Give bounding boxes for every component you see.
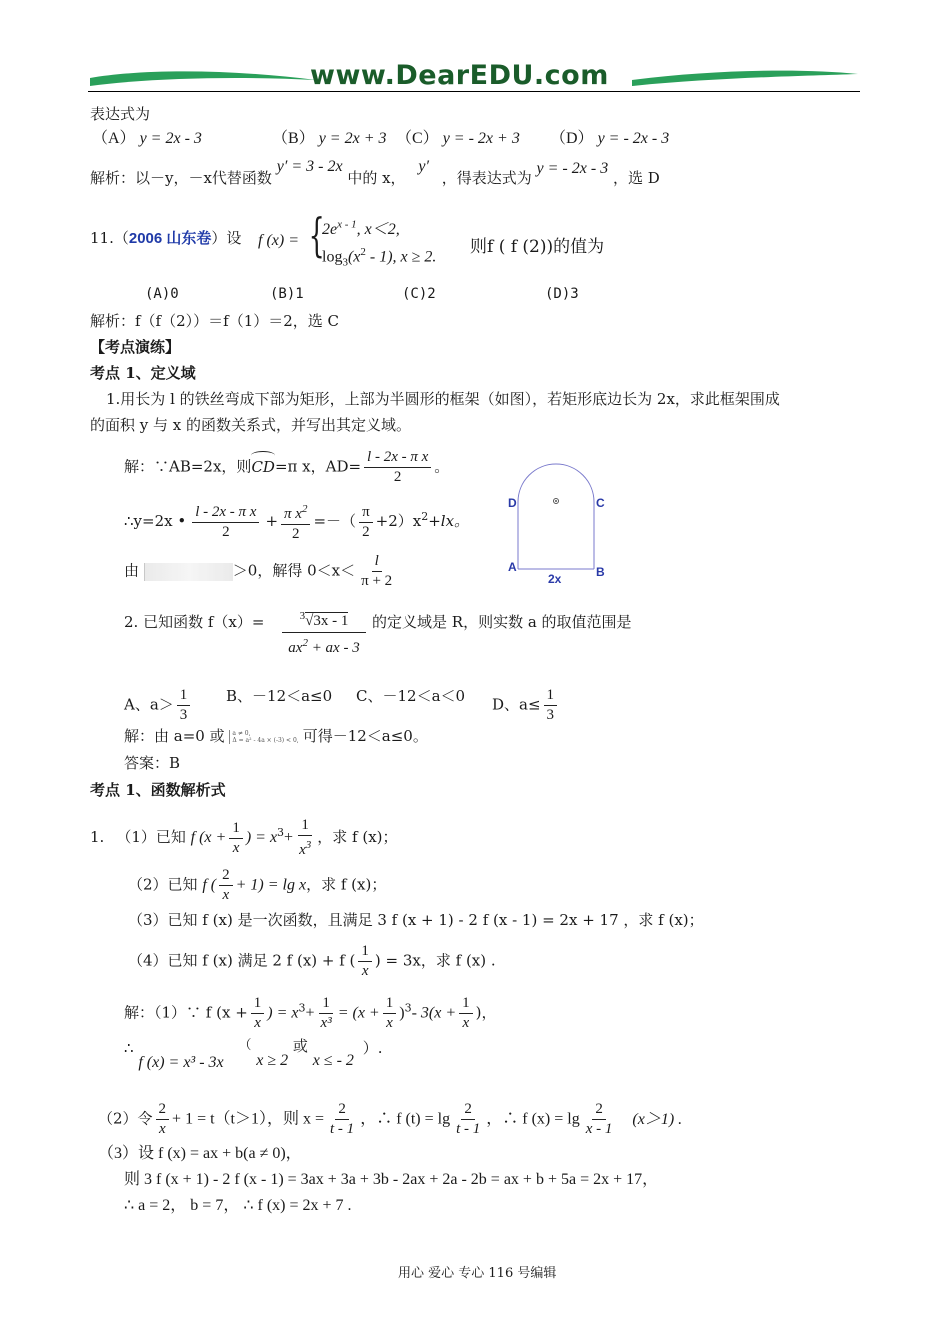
label-c: C	[596, 496, 605, 510]
q10-option-a	[92, 129, 202, 149]
fx-s1	[124, 994, 496, 1033]
sol-text: 解：（1）∵ f (x +	[124, 1003, 248, 1022]
p2-option-d	[492, 686, 560, 725]
banner-swoosh-right	[630, 64, 860, 94]
q11-case1	[322, 216, 400, 239]
p1-text-line1: 1.用长为 l 的铁丝弯成下部为矩形，上部为半圆形的框架（如图），若矩形底边长为 2x，求此框架围成	[106, 390, 780, 408]
q11-brace: {	[308, 208, 325, 262]
sol-text: +lx。	[428, 512, 470, 530]
option-expr: y = 2x - 3	[139, 130, 202, 147]
fraction	[544, 686, 558, 725]
header-rule	[88, 91, 860, 92]
num-text: π x	[284, 506, 302, 522]
denominator: 2	[222, 523, 230, 540]
denominator: 2	[393, 469, 402, 485]
fraction	[192, 503, 259, 542]
denominator: x	[158, 1121, 166, 1137]
question-text: ）设	[211, 229, 242, 247]
expr: + 1) = lg x	[235, 876, 307, 894]
question-number: 11.（	[90, 229, 129, 247]
question-text: ，求 f (x)；	[306, 875, 387, 894]
expr-sup: 3	[404, 1001, 412, 1015]
question-text: （4）已知 f (x) 满足 2 f (x) + f (	[128, 951, 356, 970]
p2-fraction	[282, 610, 366, 657]
expr: ) = x	[245, 829, 278, 846]
sol-text: 或	[292, 1037, 308, 1055]
option-label: （B）	[272, 130, 315, 147]
denominator: π + 2	[361, 573, 393, 589]
denominator: 3	[179, 707, 188, 723]
fraction	[359, 503, 373, 542]
option-label: （C）	[396, 130, 439, 147]
expr: +	[305, 1004, 315, 1022]
fx-s3-line1: （3）设 f (x) = ax + b(a ≠ 0)，	[98, 1145, 302, 1162]
expr: )	[399, 1004, 405, 1022]
denominator: 2	[362, 523, 370, 540]
option-expr: y = 2x + 3	[318, 130, 387, 147]
case-expr: 2e	[322, 221, 338, 238]
denominator: x³	[320, 1015, 332, 1031]
center-dot-inner	[555, 500, 557, 502]
solution-formula: y′	[418, 158, 429, 175]
sol-text: 可得－12＜a≤0。	[302, 727, 428, 745]
question-text: 2. 已知函数 f（x）=	[124, 613, 265, 631]
p2-option-b: B、－12＜a≤0	[226, 687, 333, 705]
denominator: x - 1	[585, 1121, 613, 1137]
solution-text: ，选 D	[612, 169, 660, 187]
label-d: D	[508, 496, 517, 510]
site-title: www.DearEDU.com	[310, 60, 609, 91]
semicircle-arc	[518, 464, 594, 502]
numerator: 1	[251, 994, 265, 1014]
q10-option-c	[396, 129, 520, 149]
q10-solution	[90, 158, 660, 189]
fraction	[219, 866, 233, 905]
fraction	[156, 1100, 170, 1139]
denominator: x	[386, 1015, 393, 1031]
expr: f (x +	[190, 829, 227, 846]
expr: = (x +	[337, 1004, 380, 1022]
tiny-line: Δ = a² - 4a × (-3) < 0,	[232, 737, 299, 744]
fraction	[318, 994, 335, 1033]
fraction	[281, 500, 310, 544]
sol-text: ＞0，解得 0＜x＜	[232, 561, 356, 580]
q10-option-b	[272, 129, 386, 149]
case-arg-sup: 2	[360, 246, 366, 258]
frame-figure	[500, 456, 620, 596]
option-label: （A）	[92, 130, 136, 147]
q11-ask: 则f ( f (2))的值为	[470, 237, 605, 257]
expr: +	[284, 829, 294, 846]
fx-s2	[98, 1100, 682, 1139]
fraction	[453, 1100, 483, 1139]
tiny-system	[229, 730, 298, 744]
sol-text: =－（	[313, 512, 357, 530]
sol-text: 解：∵AB=2x，则	[124, 457, 252, 476]
q11-solution: 解析：f（f（2））＝f（1）＝2，选 C	[90, 312, 340, 330]
sol-text: =π x，AD=	[274, 457, 362, 476]
fx-s3-line3: ∴ a = 2， b = 7， ∴ f (x) = 2x + 7 .	[124, 1197, 352, 1214]
denominator: 2	[292, 526, 300, 542]
sol-text: ）.	[362, 1039, 383, 1057]
tiny-line: a ≠ 0,	[232, 730, 251, 737]
fraction	[296, 816, 314, 860]
case-arg: (x	[347, 248, 361, 266]
den-text: + ax - 3	[307, 640, 360, 656]
denominator: t - 1	[456, 1121, 481, 1137]
p1-sol-line2	[124, 500, 469, 544]
solution-formula: y = - 2x - 3	[536, 160, 609, 177]
root-index: 3	[299, 610, 306, 622]
question-text: ) = 3x，求 f (x) .	[374, 951, 496, 970]
case-exponent: x - 1	[337, 218, 357, 231]
numerator: 1	[177, 686, 191, 706]
sol-text: +2）x	[375, 512, 422, 530]
denominator: x	[254, 1015, 261, 1031]
sol-text: )，	[475, 1003, 497, 1022]
numerator: l - 2x - π x	[364, 448, 431, 468]
fraction	[358, 552, 395, 591]
numerator: 2	[335, 1100, 349, 1120]
fraction	[383, 994, 397, 1033]
section-expression-title: 考点 1、函数解析式	[90, 781, 226, 799]
den-text: ax	[288, 640, 303, 656]
numerator: π	[359, 503, 373, 523]
p1-sol-line3	[124, 552, 398, 591]
numerator: 2	[461, 1100, 475, 1120]
question-number: 1.	[90, 828, 105, 846]
banner-swoosh-left	[88, 64, 318, 94]
q10-stem-end: 表达式为	[90, 105, 151, 123]
p2-stem	[124, 612, 264, 632]
label-a: A	[508, 560, 517, 574]
numerator: 2	[592, 1100, 606, 1120]
numerator: l	[372, 552, 382, 572]
expr: f (	[202, 876, 217, 894]
fx-q2	[128, 866, 386, 905]
fraction	[364, 448, 431, 487]
q11-stem	[90, 228, 241, 249]
expr: ) = x	[267, 1004, 299, 1022]
numerator: 1	[298, 816, 312, 836]
arc-label: CD	[251, 457, 275, 476]
p1-text-line2: 的面积 y 与 x 的函数关系式，并写出其定义域。	[90, 416, 412, 434]
p2-answer: 答案：B	[124, 754, 181, 772]
expr: f (x) = x³ - 3x	[138, 1054, 224, 1071]
question-text: （2）已知	[128, 875, 198, 894]
fraction	[229, 819, 243, 858]
q11-option-c: (C)2	[402, 286, 436, 302]
solution-text: 解析：以－y，－x代替函数	[90, 169, 272, 187]
solution-formula: y′ = 3 - 2x	[276, 158, 343, 175]
case-condition: , x＜2,	[356, 221, 400, 238]
numerator: 1	[544, 686, 558, 706]
fraction	[459, 994, 473, 1033]
q11-option-d: (D)3	[545, 286, 579, 302]
numerator: 1	[383, 994, 397, 1014]
p1-sol-line1	[124, 448, 449, 487]
sol-text: +	[265, 512, 279, 530]
expr: ，∴ f (x) = lg	[486, 1110, 580, 1128]
fx-s3-line2: 则 3 f (x + 1) - 2 f (x - 1) = 3ax + 3a + 3b - 2ax + 2a - 2b = ax + b + 5a = 2x + 17，	[124, 1171, 659, 1188]
fx-s1-result	[124, 1037, 383, 1071]
sol-text: （2）令	[98, 1109, 153, 1128]
sol-text: （	[238, 1038, 252, 1053]
case-subscript: 3	[342, 256, 348, 269]
expr-sup: 3	[277, 826, 285, 839]
radicand: 3x - 1	[313, 613, 349, 629]
drill-title: 【考点演练】	[90, 338, 181, 356]
expr: - 3(x +	[411, 1004, 457, 1022]
den-sup: 2	[302, 637, 308, 649]
question-text: （1）已知	[116, 828, 186, 846]
sol-sup: 2	[421, 510, 429, 523]
numerator: 1	[459, 994, 473, 1014]
q10-option-d	[550, 129, 669, 149]
option-expr: y = - 2x + 3	[442, 130, 520, 147]
denominator	[288, 633, 359, 657]
page-footer: 用心 爱心 专心 116 号编辑	[398, 1266, 557, 1281]
fraction	[177, 686, 191, 725]
q11-lhs: f (x) =	[258, 232, 299, 249]
arc-cd	[251, 457, 275, 477]
denominator: t - 1	[330, 1121, 355, 1137]
expr: x ≤ - 2	[312, 1052, 354, 1069]
numerator: 2	[219, 866, 233, 886]
p2-stem-tail: 的定义域是 R，则实数 a 的取值范围是	[372, 613, 632, 631]
header-banner	[88, 60, 860, 96]
expr: ，∴ f (t) = lg	[360, 1110, 451, 1128]
numerator: $^3$√3x - 1	[299, 610, 349, 629]
numerator: l - 2x - π x	[192, 503, 259, 523]
sol-text: 解：由 a=0 或	[124, 727, 225, 745]
fraction	[251, 994, 265, 1033]
expr-sup: 3	[298, 1001, 306, 1015]
sol-text: 由	[124, 561, 140, 580]
case-expr: log	[322, 248, 343, 266]
fx-q1	[90, 816, 398, 860]
numerator: 1	[229, 819, 243, 839]
numerator	[281, 500, 310, 525]
denominator: x	[462, 1015, 470, 1031]
numerator: 1	[319, 994, 333, 1014]
q11-option-b: (B)1	[270, 286, 304, 302]
blurred-system-image	[144, 563, 233, 581]
question-source: 2006 山东卷	[128, 230, 212, 247]
p2-option-a	[124, 686, 193, 725]
option-text: D、a≤	[492, 695, 541, 714]
p2-option-c: C、－12＜a＜0	[356, 687, 466, 705]
option-text: A、a＞	[124, 695, 174, 714]
question-text: ，求 f (x)；	[317, 828, 398, 846]
p2-solution	[124, 726, 428, 746]
fraction	[358, 942, 372, 981]
sol-text: 。	[434, 457, 450, 476]
numerator: 2	[156, 1100, 170, 1120]
q11-option-a: (A)0	[145, 286, 179, 302]
sol-text: ∴	[124, 1039, 134, 1057]
section-domain-title: 考点 1、定义域	[90, 364, 196, 382]
solution-text: 中的 x，	[347, 169, 406, 187]
num-sup: 2	[301, 503, 308, 515]
expr: x ≥ 2	[256, 1052, 289, 1069]
fx-q4	[128, 942, 496, 981]
label-base: 2x	[548, 572, 562, 586]
fraction	[583, 1100, 616, 1139]
denominator: x	[361, 963, 369, 979]
sol-text: ∴y=2x •	[124, 512, 187, 530]
denominator: x	[222, 887, 230, 903]
denominator: x	[232, 839, 240, 856]
expr: (x＞1) .	[632, 1110, 683, 1128]
denominator: 3	[546, 707, 555, 723]
denominator	[296, 836, 314, 860]
numerator: 1	[358, 942, 372, 962]
option-expr: y = - 2x - 3	[597, 130, 670, 147]
fx-q3: （3）已知 f (x) 是一次函数，且满足 3 f (x + 1) - 2 f (x - 1) = 2x + 17 ，求 f (x)；	[128, 911, 704, 929]
expr: + 1 = t（t＞1），则 x =	[172, 1110, 325, 1128]
label-b: B	[596, 565, 605, 579]
option-label: （D）	[550, 130, 594, 147]
fraction	[327, 1100, 357, 1139]
case-tail: - 1), x ≥ 2.	[365, 248, 437, 266]
q11-case2	[322, 246, 436, 269]
den-text: x	[299, 842, 306, 858]
den-sup: 3	[305, 839, 312, 851]
solution-text: ，得表达式为	[441, 169, 532, 187]
